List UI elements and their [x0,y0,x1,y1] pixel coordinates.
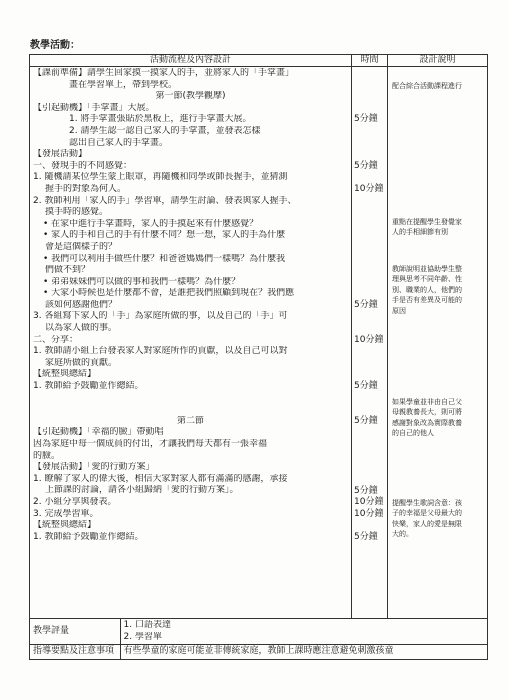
activity-line: 的臉。 [33,450,61,461]
activity-line: 2. 請學生認一認自己家人的手掌畫，並發表怎樣 [69,125,261,136]
activity-line: 第一節(教學觀摩) [155,91,226,102]
guide-text: 有些學童的家庭可能並非傳統家庭，教師上課時應注意避免刺激孩童 [123,646,394,657]
design-note: 重點在提醒學生發覺家人的手相細節有別 [392,218,462,237]
activity-line: 【發展活動】「愛的行動方案」 [33,462,155,473]
evaluation-item: 1. 口語表達 [123,620,171,630]
design-note: 配合綜合活動課程進行 [392,82,462,90]
design-note: 教師說明並協助學生整理與思考不同年齡、性別、職業的人，他們的手是否有差異及可能的原因 [392,265,462,315]
duration-label: 10分鐘 [354,334,384,345]
activity-line: • 我們可以利用手做些什麼？和爸爸媽媽們一樣嗎？為什麼我 [43,253,286,264]
evaluation-row [30,619,488,645]
design-note: 提醒學生歌詞含意：孩子的幸福是父母最大的快樂，家人的愛是無限大的。 [392,499,462,539]
duration-label: 5分鐘 [354,160,378,171]
duration-label: 5分鐘 [354,532,378,542]
activity-line: 一、發現手的不同感覺： [33,160,133,171]
design-note: 如果學童並非由自己父母親教養長大，則可將感謝對象改為實際教養的自己的他人 [392,398,462,438]
duration-label: 10分鐘 [354,184,384,194]
activity-line: 【統整與總結】 [33,369,97,380]
activity-line [33,404,348,416]
activity-line: 【課前準備】請學生回家摸一摸家人的手，並將家人的「手掌畫」 [33,68,295,78]
duration-label: 10分鐘 [354,508,384,519]
activity-line: 【引起動機】「幸福的臉」帶動唱 [33,427,164,438]
activity-line: 2. 小組分享與發表。 [33,496,117,507]
activity-line: • 家人的手和自己的手有什麼不同？想一想，家人的手為什麼 [43,230,286,241]
activity-line: 第二節 [176,415,204,426]
guide-row [30,645,488,660]
note-column [388,67,488,619]
activity-line: 認出自己家人的手掌畫。 [69,137,169,148]
activity-line: 1. 教師給予鼓勵並作總結。 [33,531,144,542]
activity-line: 該如何感謝他們？ [45,299,118,310]
activity-line: • 大家小時候也是什麼都不會，是誰把我們照顧到現在？我們應 [43,288,295,299]
activity-line: 握手的對象為何人。 [45,183,127,194]
activity-line: 1. 瞭解了家人的偉大後，相信大家對家人都有滿滿的感謝，承接 [33,473,288,484]
time-column [352,67,388,619]
activity-line: 【統整與總結】 [33,520,97,531]
activity-line: 畫在學習單上，帶到學校。 [69,79,178,90]
activity-line: 因為家庭中每一個成員的付出，才讓我們每天都有一張幸福 [33,439,268,449]
activity-line: 上節課的討論，請各小組歸納「愛的行動方案」。 [45,485,239,496]
guide-label: 指導要點及注意事項 [30,645,120,659]
activity-line: 【引起動機】「手掌畫」大展。 [33,102,155,113]
duration-label: 5分鐘 [354,381,378,392]
evaluation-item: 2. 學習單 [123,631,162,642]
duration-label: 5分鐘 [354,300,378,310]
activity-line: 1. 隨機請某位學生蒙上眼罩，再隨機和同學或師長握手，並猜測 [33,172,288,183]
activity-line: 們做不到？ [45,265,91,276]
note-header: 設計說明 [388,55,488,67]
activity-line: 3. 完成學習單。 [33,508,99,519]
duration-label: 5分鐘 [354,416,378,426]
activity-line: 1. 教師請小組上台發表家人對家庭所作的貢獻，以及自己可以對 [33,346,288,357]
activity-line: • 弟弟妹妹們可以做的事和我們一樣嗎？為什麼？ [43,276,241,287]
activity-line: 2. 教師利用「家人的手」學習單，請學生討論、發表與家人握手、 [33,195,297,206]
duration-label: 5分鐘 [354,485,378,496]
activity-line: 二、分享： [33,334,79,345]
evaluation-label: 教學評量 [30,619,120,644]
activity-line: 【發展活動】 [33,149,88,160]
activity-line: 以為家人做的事。 [45,323,118,334]
time-header: 時間 [352,55,388,67]
activity-content [30,67,352,619]
activity-line: 1. 教師給予鼓勵並作總結。 [33,381,144,392]
page-title: 教學活動： [30,40,80,51]
activity-line [33,393,348,405]
activity-line: 3. 各組寫下家人的「手」為家庭所做的事，以及自己的「手」可 [33,311,288,322]
activity-line: • 在家中進行手掌畫時，家人的手摸起來有什麼感覺？ [43,218,259,229]
duration-label: 10分鐘 [354,497,384,508]
activity-header: 活動流程及內容設計 [30,55,352,67]
activity-line: 家庭所做的貢獻。 [45,357,118,368]
activity-line: 摸手時的感覺。 [45,207,109,218]
duration-label: 5分鐘 [354,114,378,125]
activity-line: 1. 將手掌畫張貼於黑板上，進行手掌畫大展。 [69,114,252,125]
lesson-plan-table [29,54,488,660]
activity-line: 會是這個樣子的？ [45,241,118,252]
